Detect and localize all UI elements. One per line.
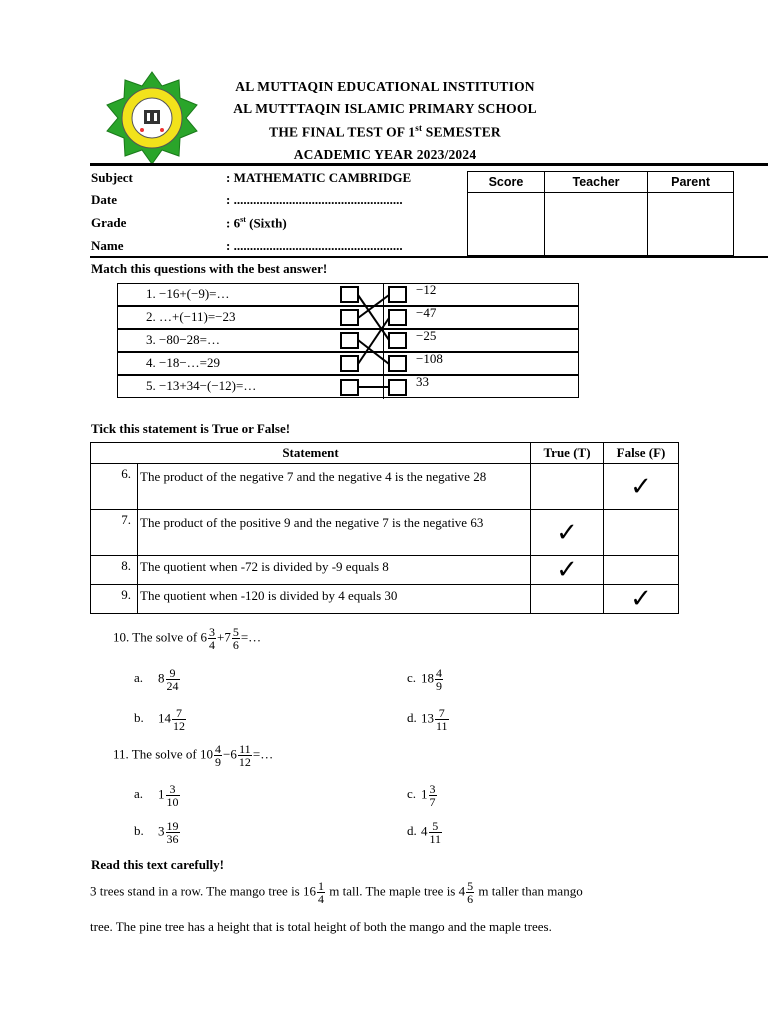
statement-text: The quotient when -72 is divided by -9 equals 8 [138, 556, 531, 585]
grade-label: Grade [91, 215, 127, 230]
numerator: 9 [166, 667, 180, 680]
match-box-left [341, 287, 358, 302]
q11-option-d[interactable] [407, 820, 443, 845]
denominator: 36 [166, 832, 179, 846]
denominator: 4 [318, 892, 324, 906]
reading-paragraph-line-1 [90, 880, 583, 905]
q11-prefix: 11. The solve of 10 [113, 746, 214, 762]
test-title-pre: THE FINAL TEST OF 1 [269, 124, 416, 140]
reading-text: 3 trees stand in a row. The mango tree is 16 [90, 883, 316, 899]
reading-paragraph-line-2: tree. The pine tree has a height that is total height of both the mango and the maple trees. [90, 919, 552, 934]
q11-option-c[interactable] [407, 783, 438, 808]
institution-title: AL MUTTAQIN EDUCATIONAL INSTITUTION [235, 79, 535, 94]
match-answer: −47 [416, 305, 437, 320]
numerator: 5 [429, 820, 443, 833]
check-icon: ✓ [630, 471, 652, 502]
teacher-header: Teacher [544, 172, 647, 193]
numerator: 5 [467, 879, 474, 893]
q10-fraction-1 [208, 626, 216, 651]
q10-option-c[interactable] [407, 667, 444, 692]
match-line [358, 295, 389, 340]
reading-text: m tall. The maple tree is 4 [326, 883, 466, 899]
grade-post: (Sixth) [245, 215, 287, 231]
false-cell[interactable] [604, 510, 679, 556]
denominator: 11 [429, 832, 442, 846]
check-icon: ✓ [630, 584, 652, 614]
denominator: 10 [166, 795, 179, 809]
truefalse-table [90, 442, 679, 614]
q11-mid: −6 [223, 746, 237, 762]
match-answer: 33 [416, 374, 429, 389]
statement-header: Statement [91, 443, 531, 464]
match-question: 2. …+(−11)=−23 [146, 309, 236, 324]
table-row [91, 585, 679, 614]
false-cell[interactable] [604, 556, 679, 585]
option-label: b. [134, 823, 144, 839]
false-cell[interactable] [604, 585, 679, 614]
option-fraction [166, 783, 180, 808]
match-box-right [389, 333, 406, 348]
denominator: 4 [209, 638, 215, 652]
info-rule [90, 256, 768, 258]
q10-option-d[interactable] [407, 707, 450, 732]
false-header: False (F) [604, 443, 679, 464]
check-icon: ✓ [556, 555, 578, 585]
option-label: a. [134, 786, 144, 802]
match-box-left [341, 356, 358, 371]
match-box-left [341, 310, 358, 325]
true-cell[interactable] [531, 585, 604, 614]
school-title: AL MUTTTAQIN ISLAMIC PRIMARY SCHOOL [233, 101, 537, 116]
name-label: Name [91, 238, 124, 253]
test-title [210, 123, 560, 141]
match-question: 4. −18−…=29 [146, 355, 220, 370]
statement-text: The quotient when -120 is divided by 4 equals 30 [138, 585, 531, 614]
numerator: 3 [429, 782, 436, 796]
option-whole: 14 [158, 710, 171, 726]
table-row [91, 556, 679, 585]
denominator: 9 [436, 679, 442, 693]
numerator: 4 [215, 742, 222, 756]
match-answer: −25 [416, 328, 437, 343]
statement-number: 9. [91, 585, 138, 614]
true-cell[interactable] [531, 556, 604, 585]
school-logo [104, 70, 200, 166]
denominator: 12 [238, 755, 251, 769]
truefalse-instruction: Tick this statement is True or False! [91, 421, 291, 436]
match-box-left [341, 380, 358, 395]
teacher-box[interactable] [544, 193, 647, 256]
date-label: Date [91, 192, 117, 207]
statement-text: The product of the positive 9 and the negative 7 is the negative 63 [138, 510, 531, 556]
option-label: c. [407, 670, 417, 686]
numerator: 11 [239, 742, 251, 756]
match-line [358, 340, 389, 364]
denominator: 12 [173, 719, 185, 733]
check-icon: ✓ [556, 517, 578, 548]
match-line [358, 318, 389, 364]
numerator: 4 [436, 666, 442, 680]
numerator: 7 [172, 707, 186, 720]
option-fraction [166, 667, 180, 692]
numerator: 5 [232, 625, 239, 639]
denominator: 6 [467, 892, 474, 906]
match-answer: −12 [416, 282, 437, 297]
numerator: 3 [166, 783, 180, 796]
q11-option-a[interactable] [134, 783, 181, 808]
match-box-right [389, 356, 406, 371]
numerator: 19 [166, 819, 179, 833]
reading-fraction [466, 880, 474, 905]
question-11 [113, 743, 273, 768]
match-question: 1. −16+(−9)=… [146, 286, 230, 301]
q11-option-b[interactable] [134, 820, 181, 845]
q11-suffix: =… [252, 746, 274, 762]
match-box-right [389, 287, 406, 302]
true-cell[interactable] [531, 464, 604, 510]
subject-label: Subject [91, 170, 133, 185]
table-row [91, 510, 679, 556]
subject-value: : MATHEMATIC CAMBRIDGE [226, 170, 412, 185]
score-box[interactable] [468, 193, 545, 256]
match-answer: −108 [416, 351, 443, 366]
option-whole: 1 [158, 786, 165, 802]
q10-fraction-2 [232, 626, 240, 651]
true-header: True (T) [531, 443, 604, 464]
signature-table [467, 171, 734, 256]
option-fraction [435, 707, 449, 732]
academic-year: ACADEMIC YEAR 2023/2024 [293, 147, 477, 162]
grade-value [226, 215, 287, 231]
option-label: c. [407, 786, 417, 802]
match-line [358, 295, 389, 318]
q10-option-a[interactable] [134, 667, 181, 692]
option-fraction [172, 707, 186, 732]
option-whole: 8 [158, 670, 165, 686]
false-cell[interactable] [604, 464, 679, 510]
option-label: b. [134, 710, 144, 726]
match-question: 3. −80−28=… [146, 332, 220, 347]
option-fraction [166, 820, 180, 845]
date-field[interactable]: : .................................................... [226, 192, 403, 207]
denominator: 11 [436, 719, 448, 733]
grade-pre: : 6 [226, 215, 241, 231]
header-rule [90, 163, 768, 166]
grade-sup: st [240, 215, 246, 224]
numerator: 7 [435, 707, 449, 720]
statement-text: The product of the negative 7 and the negative 4 is the negative 28 [138, 464, 531, 510]
option-fraction [429, 820, 443, 845]
option-whole: 3 [158, 823, 165, 839]
numerator: 3 [209, 625, 215, 639]
match-lines [330, 280, 420, 400]
denominator: 7 [429, 795, 436, 809]
match-box-left [341, 333, 358, 348]
q10-mid: +7 [217, 629, 231, 645]
statement-number: 7. [91, 510, 138, 556]
question-10 [113, 626, 261, 651]
denominator: 9 [215, 755, 222, 769]
option-fraction [435, 667, 443, 692]
test-title-post: SEMESTER [422, 124, 501, 140]
q11-fraction-2 [238, 743, 252, 768]
test-title-sup: st [415, 123, 423, 133]
match-box-right [389, 310, 406, 325]
reading-fraction [317, 880, 325, 905]
q10-option-b[interactable] [134, 707, 187, 732]
name-field[interactable]: : .................................................... [226, 238, 403, 253]
match-instruction: Match this questions with the best answer! [91, 261, 328, 276]
option-fraction [429, 783, 437, 808]
denominator: 6 [232, 638, 239, 652]
option-label: a. [134, 670, 144, 686]
reading-instruction: Read this text carefully! [91, 857, 224, 872]
option-label: d. [407, 823, 417, 839]
reading-text: m taller than mango [475, 883, 583, 899]
statement-number: 8. [91, 556, 138, 585]
table-row [91, 464, 679, 510]
q11-fraction-1 [214, 743, 222, 768]
q10-prefix: 10. The solve of 6 [113, 629, 207, 645]
score-header: Score [468, 172, 545, 193]
option-label: d. [407, 710, 417, 726]
match-box-right [389, 380, 406, 395]
parent-box[interactable] [648, 193, 734, 256]
numerator: 1 [318, 879, 324, 893]
q10-suffix: =… [240, 629, 262, 645]
option-whole: 18 [421, 670, 434, 686]
option-whole: 4 [421, 823, 428, 839]
denominator: 24 [166, 679, 179, 693]
statement-number: 6. [91, 464, 138, 510]
match-question: 5. −13+34−(−12)=… [146, 378, 257, 393]
true-cell[interactable] [531, 510, 604, 556]
parent-header: Parent [648, 172, 734, 193]
option-whole: 13 [421, 710, 434, 726]
option-whole: 1 [421, 786, 428, 802]
